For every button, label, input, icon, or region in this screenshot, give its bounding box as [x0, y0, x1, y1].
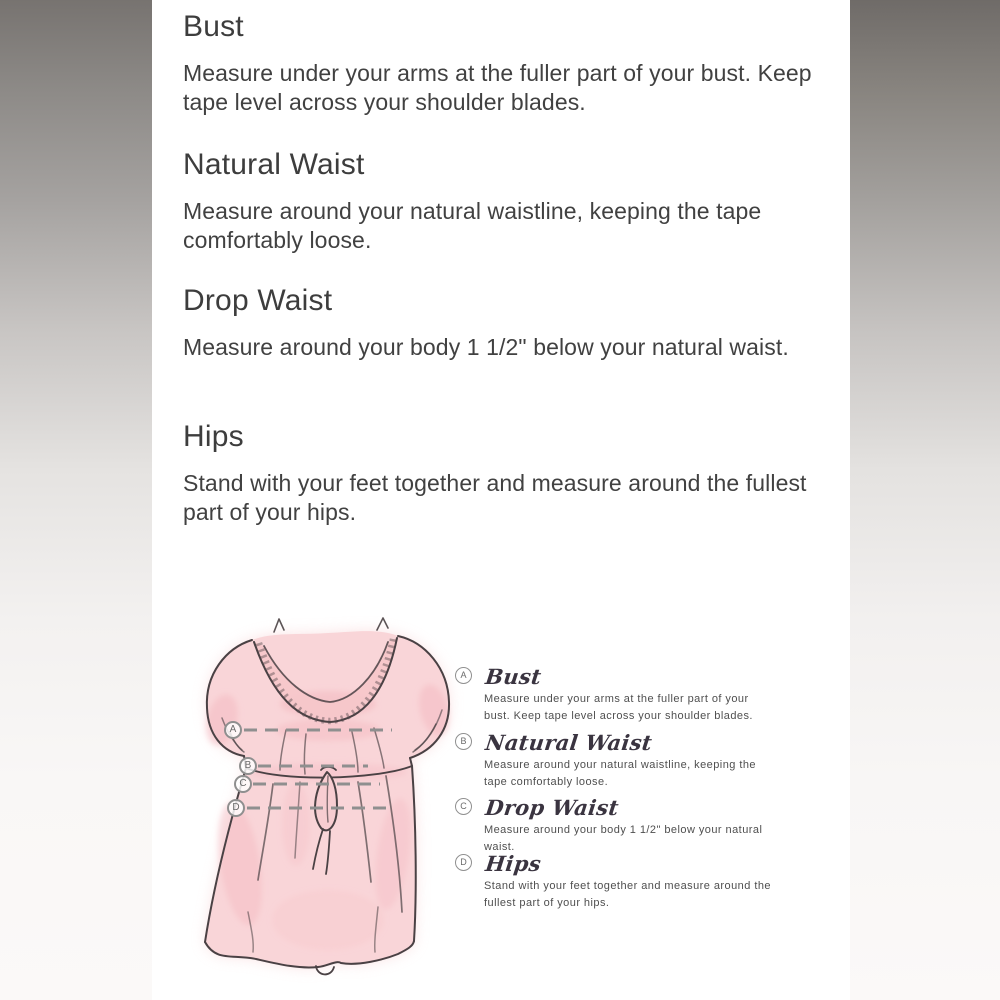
- marker-d-badge: D: [227, 799, 245, 817]
- content-panel: [152, 0, 850, 1000]
- section-title: Hips: [183, 420, 244, 453]
- legend-marker-b-badge: B: [455, 733, 472, 750]
- marker-b-badge: B: [239, 757, 257, 775]
- legend-description: Stand with your feet together and measure around the fullest part of your hips.: [484, 880, 771, 909]
- legend-item-drop-waist: [455, 795, 800, 855]
- section-description: Measure around your natural waistline, keeping the tape comfortably loose.: [183, 198, 762, 253]
- section-title: Natural Waist: [183, 148, 365, 181]
- legend-title: Natural Waist: [484, 730, 654, 755]
- section-title: Drop Waist: [183, 284, 333, 317]
- legend-title: Drop Waist: [484, 795, 621, 820]
- legend-description: Measure under your arms at the fuller part of your bust. Keep tape level across your shoulder blades.: [484, 693, 753, 722]
- left-gradient-border: [0, 0, 152, 1000]
- section-description: Stand with your feet together and measure around the fullest part of your hips.: [183, 470, 807, 525]
- dress-sketch-illustration: [178, 612, 482, 1000]
- section-drop-waist: [183, 283, 828, 362]
- legend-marker-d-badge: D: [455, 854, 472, 871]
- section-natural-waist: [183, 147, 828, 254]
- legend-title: Bust: [484, 664, 543, 689]
- section-title: Bust: [183, 10, 244, 43]
- right-gradient-border: [850, 0, 1000, 1000]
- measurement-diagram: [152, 612, 850, 1000]
- legend-title: Hips: [484, 851, 543, 876]
- section-description: Measure around your body 1 1/2" below your natural waist.: [183, 334, 789, 360]
- legend-item-natural-waist: [455, 730, 800, 790]
- legend-marker-a-badge: A: [455, 667, 472, 684]
- legend-description: Measure around your body 1 1/2" below your natural waist.: [484, 824, 763, 853]
- marker-c-badge: C: [234, 775, 252, 793]
- section-hips: [183, 419, 828, 526]
- legend-item-hips: [455, 851, 800, 911]
- legend-marker-c-badge: C: [455, 798, 472, 815]
- section-bust: [183, 9, 828, 116]
- section-description: Measure under your arms at the fuller part of your bust. Keep tape level across your shoulder blades.: [183, 60, 812, 115]
- legend-description: Measure around your natural waistline, keeping the tape comfortably loose.: [484, 759, 756, 788]
- legend-item-bust: [455, 664, 800, 724]
- marker-a-badge: A: [224, 721, 242, 739]
